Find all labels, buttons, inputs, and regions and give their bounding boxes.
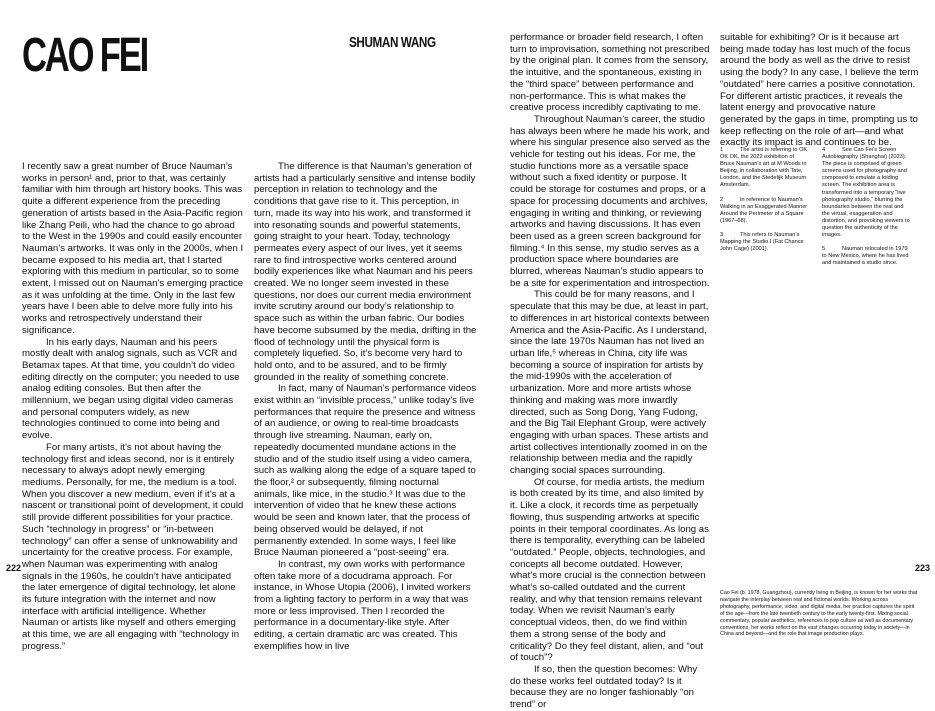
text-column-1: [22, 161, 244, 653]
paragraph: The difference is that Nauman’s generation of artists had a particularly sensitive and intense bodily perception in relation to technology and the conditions that gave rise to it. This perception, in turn, made its way into his work, and transformed it into resonating sounds and powerful statements, going straight to your heart. Today, technology permeates every aspect of our lives, yet it seems rare to find introspective works centered around bodily experiences like what Nauman and his peers created. We no longer seem invested in these questions, nor does our current media environment invite scrutiny around our body’s relationship to space such as within the urban fabric. Our bodies have become subsumed by the media, drifting in the flood of technology until the physical form is completely liquefied. So, it’s become very hard to hold onto, and to be assured, and to be firmly grounded in the reality of something concrete.: [254, 161, 477, 383]
footnote-text: Nauman relocated in 1979 to New Mexico, where he has lived and maintained a studio since.: [822, 246, 909, 267]
footnote-number: 2: [720, 196, 724, 203]
artist-bio: Cao Fei (b. 1978, Guangzhou), currently living in Beijing, is known for her works that navigate the interplay between real and fictional worlds. Working across photography, performance, video, and digital media, her practice captures the spirit of the age—from the late twentieth century to the early twenty-first. Mixing social commentary, popular aesthetics, references to pop culture as well as documentary conventions, her works reflect on the vast changes occurring today in society—in China and beyond—and the role that image production plays.: [720, 590, 918, 638]
text-column-2: [254, 161, 477, 653]
footnotes-left: [720, 147, 810, 260]
paragraph: Of course, for media artists, the medium is both created by its time, and also limited by it. Like a clock, it records time as perpetually flowing, thus suspending artworks at specific points in their temporal coordinates. As long as there is temporality, everything can be labeled “outdated.” People, objects, technologies, and concepts all become outdated. However, what’s more crucial is the connection between what’s so-called outdated and the current reality, and why that tension remains relevant today. When we revisit Nauman’s early conceptual videos, then, do we find within them a strong sense of the body and criticality? Do they feel distant, alien, and “out of touch”?: [510, 476, 709, 664]
footnote-text: This refers to Nauman’s Mapping the Studio I (Fat Chance John Cage) (2001).: [720, 231, 804, 253]
footnote: [720, 147, 810, 190]
paragraph: If so, then the question becomes: Why do these works feel outdated today? Is it because they are no longer fashionably “on trend” or: [510, 663, 698, 711]
paragraph: In his early days, Nauman and his peers mostly dealt with analog signals, such as VCR and Betamax tapes. At that time, you couldn’t do video editing directly on the computer; you needed to use analog editing consoles. But then after the millennium, we began using digital video cameras and personal computers widely, as new technologies continued to come into being and evolve.: [22, 336, 240, 442]
footnote-text: In reference to Nauman’s Walking in an Exaggerated Manner Around the Perimeter of a Square (1967–68).: [720, 196, 808, 224]
page-number-left: 222: [6, 563, 22, 573]
footnote-number: 3: [720, 231, 724, 238]
footnote-number: 1: [720, 147, 724, 153]
footnotes-right: [822, 147, 912, 275]
paragraph: suitable for exhibiting? Or is it because art being made today has lost much of the focus around the body as well as the drive to resist using the body? In any case, I believe the term “outdated” here carries a positive connotation. For different artistic practices, it reveals the latent energy and provocative nature generated by the gaps in time, prompting us to keep reflecting on the role of art—and what exactly its impact is and continues to be.: [720, 32, 919, 149]
footnote: [822, 246, 912, 267]
paragraph: I recently saw a great number of Bruce Nauman’s works in person¹ and, prior to that, was certainly familiar with him through art history books. This was quite a different experience from the preceding generation of artists based in the Asia-Pacific region like Zhang Peili, who had the chance to go abroad to the West in the 1990s and could easily encounter Nauman’s artworks. It was only in the 2000s, when I became exposed to his media art, that I started exploring with this medium in particular, so to some extent, I missed out on Nauman’s emerging practice as it was unfolding at the time. Only in the last few years have I been able to delve more fully into his works and retrospectively understand their significance.: [22, 161, 244, 336]
footnote-text: See Cao Fei’s Screen Autobiography (Shanghai) (2023). The piece is comprised of green screens used for photography and composed to emulate a folding screen. The exhibition area is transformed into a temporary “live photography studio,” blurring the boundaries between the real and the virtual, exaggeration and distortion, and provoking viewers to question the authenticity of the images.: [822, 147, 910, 239]
page-title: CAO FEI: [22, 29, 148, 82]
text-column-4: [720, 32, 920, 149]
author-name: SHUMAN WANG: [349, 34, 436, 51]
paragraph: Throughout Nauman’s career, the studio has always been where he made his work, and where his singular presence also served as the vehicle for testing out his ideas. For me, the studio functions more as a versatile space without such a fixed identity or purpose. It could be storage for costumes and props, or a space for processing documents and archives, engaging in writing and thinking, or reviewing artworks and having discussions. It has even been used as a green screen background for filming.⁴ In this sense, my studio serves as a production space where boundaries are blurred, whereas Nauman’s studio appears to be a site for experimentation and introspection.: [510, 113, 710, 289]
paragraph: In fact, many of Nauman’s performance videos exist within an “invisible process,” unlike today’s live performances that require the presence and witness of an audience, or owing to real-time broadcasts through live streaming. Nauman, early on, repeatedly documented mundane actions in the studio and of the studio itself using a video camera, such as walking along the edge of a square taped to the floor,² or subsequently, filming nocturnal animals, like mice, in the studio.³ It was due to the intervention of video that he knew these actions would be seen and known later, that the process of being observed would be delayed, if not permanently extended. In some ways, I feel like Bruce Nauman pioneered a “post-seeing” era.: [254, 383, 477, 559]
page-number-right: 223: [915, 563, 931, 573]
footnote-text: The artist is referring to OK OK OK, the 2022 exhibition of Bruce Nauman’s art at M Woods in Beijing, in collaboration with Tate, London, and the Stedelijk Museum Amsterdam.: [720, 147, 808, 189]
paragraph: This could be for many reasons, and I speculate that this may be due, at least in part, to differences in art historical contexts between America and the Asia-Pacific. As I understand, since the late 1970s Nauman has not lived an urban life,⁵ whereas in China, city life was becoming a source of inspiration for artists by the mid-1990s with the acceleration of urbanization. More and more artists whose thinking and making was more inwardly directed, such as Song Dong, Yang Fudong, and the Big Tail Elephant Group, were actively engaging with urban spaces. These artists and artist collectives intentionally zoomed in on the relationship between media and the rapidly changing social spaces surrounding.: [510, 289, 710, 477]
paragraph: In contrast, my own works with performance often take more of a docudrama approach. For instance, in Whose Utopia (2006), I invited workers from a lighting factory to perform in a way that was more or less improvised. Then I recorded the performance in a documentary-like style. After editing, a certain dramatic arc was created. This exemplifies how in live: [254, 558, 471, 652]
footnote-number: 5: [822, 246, 826, 253]
paragraph: For many artists, it’s not about having the technology first and ideas second, nor is it entirely necessary to always adopt newly emerging mediums. Personally, for me, the medium is a tool. When you discover a new medium, even if it’s at a nascent or transitional point of development, it could still provide different possibilities for your practice. Such “technology in progress” or “in-between technology” can offer a sense of unknowability and uncertainty for the creative process. For example, when Nauman was experimenting with analog signals in the 1960s, he couldn’t have anticipated the later emergence of digital technology, let alone its future integration with the internet and now interface with artificial intelligence. Whether Nauman or artists like myself and others emerging at this time, we are all engaging with “technology in progress.”: [22, 441, 244, 652]
footnote: [822, 147, 912, 239]
footnote: [720, 197, 810, 225]
footnote: [720, 232, 810, 253]
footnote-number: 4: [822, 147, 826, 153]
text-column-3: [510, 32, 710, 711]
paragraph: performance or broader field research, I often turn to improvisation, something not prescribed by the original plan. It comes from the sensory, the intuitive, and the spontaneous, existing in the “third space” between performance and non-performance. This is what makes the creative process incredibly captivating to me.: [510, 32, 710, 114]
